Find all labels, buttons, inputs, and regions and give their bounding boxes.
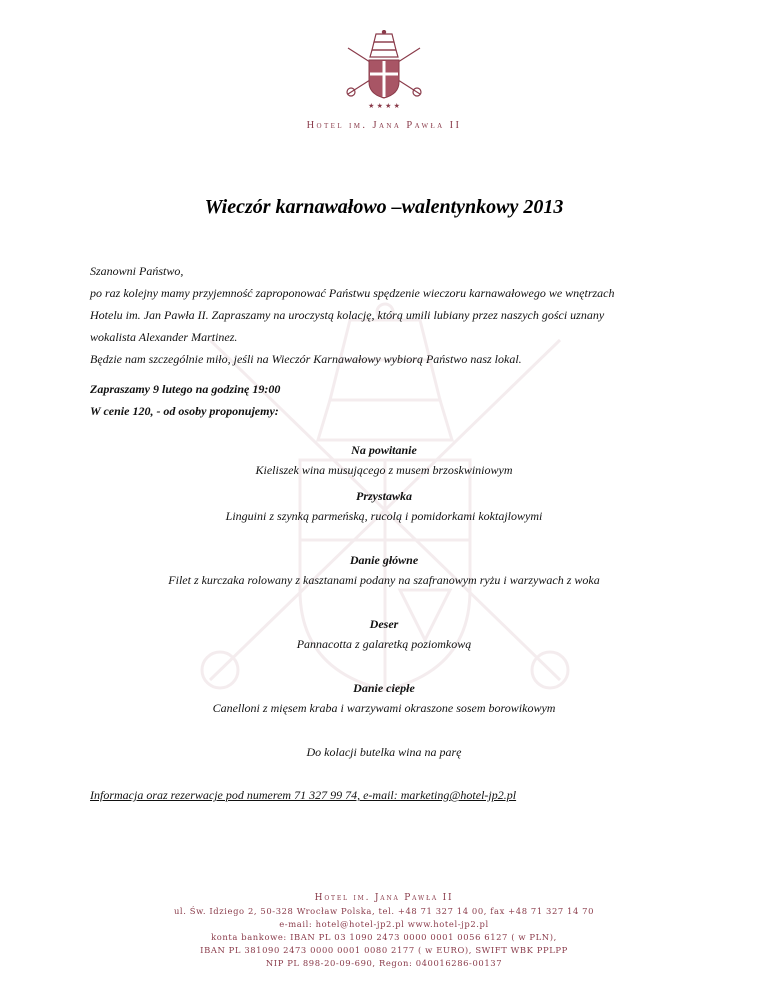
menu-course-title: Danie główne: [349, 553, 419, 567]
invitation-details: [90, 378, 690, 422]
event-title: Wieczór karnawałowo –walentynkowy 2013: [204, 196, 564, 218]
letter-line: Będzie nam szczególnie miło, jeśli na Wieczór Karnawałowy wybiorą Państwo nasz lokal.: [90, 352, 522, 366]
menu-course-title: Na powitanie: [351, 443, 417, 457]
letter-line: po raz kolejny mamy przyjemność zaproponować Państwu spędzenie wieczoru karnawałowego we wnętrzach: [90, 286, 615, 300]
menu-course-title: Deser: [369, 617, 399, 631]
menu-course-title: Przystawka: [355, 489, 412, 503]
menu-course-title: Danie ciepłe: [353, 681, 415, 695]
greeting: Szanowni Państwo,: [90, 264, 184, 278]
letter-line: wokalista Alexander Martinez.: [90, 330, 238, 344]
dinner-menu: [0, 440, 768, 762]
hotel-name-header: Hotel im. Jana Pawła II: [306, 120, 462, 131]
wine-note: Do kolacji butelka wina na parę: [306, 745, 462, 759]
footer-bank-eur: IBAN PL 381090 2473 0000 0001 0080 2177 ( w EURO), SWIFT WBK PPLPP: [200, 945, 568, 955]
hotel-stars: ★ ★ ★ ★: [368, 102, 400, 110]
menu-course-item: Pannacotta z galaretką poziomkową: [296, 637, 472, 651]
menu-course-item: Kieliszek wina musującego z musem brzoskwiniowym: [255, 463, 513, 477]
event-price: W cenie 120, - od osoby proponujemy:: [90, 404, 279, 418]
menu-course-item: Filet z kurczaka rolowany z kasztanami podany na szafranowym ryżu i warzywach z woka: [168, 573, 600, 587]
footer-email: e-mail: hotel@hotel-jp2.pl www.hotel-jp2.pl: [279, 919, 489, 929]
footer-tax-ids: NIP PL 898-20-09-690, Regon: 040016286-00137: [265, 958, 503, 968]
footer-address: ul. Św. Idziego 2, 50-328 Wrocław Polska, tel. +48 71 327 14 00, fax +48 71 327 14 70: [173, 906, 595, 916]
footer-hotel-name: Hotel im. Jana Pawła II: [314, 893, 454, 903]
letter-line: Hotelu im. Jan Pawła II. Zapraszamy na uroczystą kolację, którą umili lubiany przez naszych gości uznany: [90, 308, 605, 322]
event-date: Zapraszamy 9 lutego na godzinę 19:00: [90, 382, 281, 396]
menu-course-item: Canelloni z mięsem kraba i warzywami okraszone sosem borowikowym: [212, 701, 556, 715]
letter-body: [90, 260, 690, 370]
menu-course-item: Linguini z szynką parmeńską, rucolą i pomidorkami koktajlowymi: [225, 509, 543, 523]
hotel-logo-icon: [334, 30, 434, 110]
contact-info: Informacja oraz rezerwacje pod numerem 71 327 99 74, e-mail: marketing@hotel-jp2.pl: [90, 788, 517, 802]
letterhead-footer: [0, 892, 768, 970]
footer-bank-pln: konta bankowe: IBAN PL 03 1090 2473 0000 0001 0056 6127 ( w PLN),: [211, 932, 557, 942]
